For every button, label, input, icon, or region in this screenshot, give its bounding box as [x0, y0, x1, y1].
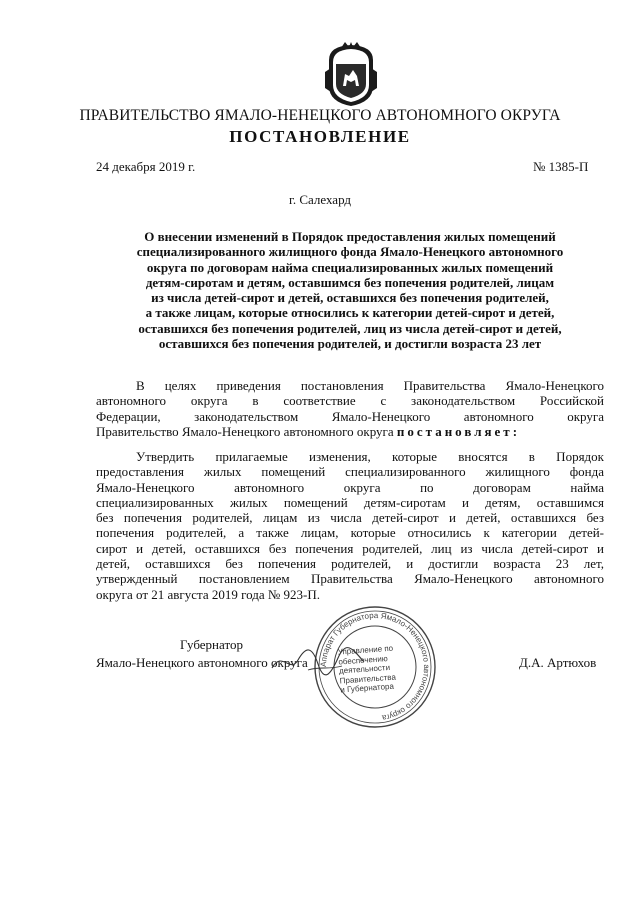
stamp-ring-textpath: Аппарат Губернатора Ямало-Ненецкого автономного округа [318, 610, 432, 723]
preamble-paragraph [96, 378, 604, 439]
preamble-line: В целях приведения постановления Правительства Ямало-Ненецкого [136, 378, 604, 393]
handwritten-signature [268, 640, 368, 680]
stamp-center-line: Правительства [339, 672, 397, 686]
title-line: оставшихся без попечения родителей, и достигли возраста 23 лет [158, 336, 542, 352]
document-city: г. Салехард [288, 192, 352, 207]
signatory-position: Губернатор [180, 637, 243, 652]
title-line: детям-сиротам и детям, оставшимся без попечения родителей, лицам [145, 274, 555, 290]
organization-name: ПРАВИТЕЛЬСТВО ЯМАЛО-НЕНЕЦКОГО АВТОНОМНОГО ОКРУГА [79, 107, 561, 124]
stamp-center-line: обеспечению [338, 653, 389, 667]
body-line: Утвердить прилагаемые изменения, которые вносятся в Порядок [136, 449, 604, 464]
body-line: округа от 21 августа 2019 года № 923-П. [96, 586, 321, 602]
preamble-line: Федерации, законодательством Ямало-Ненецкого автономного округа [96, 408, 604, 424]
title-line: О внесении изменений в Порядок предоставления жилых помещений [144, 229, 556, 244]
title-line: оставшихся без попечения родителей, лиц из числа детей-сирот и детей, [138, 320, 562, 336]
document-title [96, 229, 604, 351]
stamp-center-line: Управление по [337, 643, 394, 657]
title-line: округа по договорам найма специализированных жилых помещений [146, 259, 554, 275]
preamble-line [96, 424, 604, 439]
title-line: из числа детей-сирот и детей, оставшихся без попечения родителей, [151, 290, 549, 306]
document-number: № 1385-П [533, 159, 589, 174]
body-line: без попечения родителей, лицам из числа детей-сирот и детей, оставшихся без [96, 510, 604, 526]
preamble-line: автономного округа в соответствие с законодательством Российской [96, 393, 604, 409]
title-line: а также лицам, которые относились к категории детей-сирот и детей, [145, 305, 555, 321]
body-line: специализированных жилых помещений детям-сиротам и детям, оставшимся [96, 494, 604, 510]
body-line: предоставления жилых помещений специализированного жилищного фонда [96, 464, 604, 480]
body-line: сирот и детей, оставшихся без попечения родителей, лиц из числа детей-сирот и [96, 540, 604, 556]
document-date: 24 декабря 2019 г. [96, 159, 196, 174]
stamp-center-line: и Губернатора [340, 682, 395, 695]
decree-word: постановляет: [396, 423, 521, 439]
title-line: специализированного жилищного фонда Ямало-Ненецкого автономного [136, 244, 564, 260]
signatory-name: Д.А. Артюхов [519, 655, 597, 670]
body-line: Ямало-Ненецкого автономного округа по договорам найма [96, 479, 604, 495]
stamp-center-line: деятельности [338, 663, 391, 676]
preamble-line-text: Правительство Ямало-Ненецкого автономного округа [96, 423, 394, 439]
document-type: ПОСТАНОВЛЕНИЕ [229, 127, 411, 146]
body-line: детей, оставшихся без попечения родителей, и достигли возраста 23 лет, [96, 556, 604, 572]
signatory-organization: Ямало-Ненецкого автономного округа [96, 655, 308, 670]
coat-of-arms-emblem [323, 42, 379, 108]
body-paragraph [96, 449, 604, 602]
body-line: попечения родителей, а также лицам, которые относились к категории детей- [96, 525, 604, 541]
body-line: утвержденный постановлением Правительства Ямало-Ненецкого автономного [96, 571, 604, 587]
